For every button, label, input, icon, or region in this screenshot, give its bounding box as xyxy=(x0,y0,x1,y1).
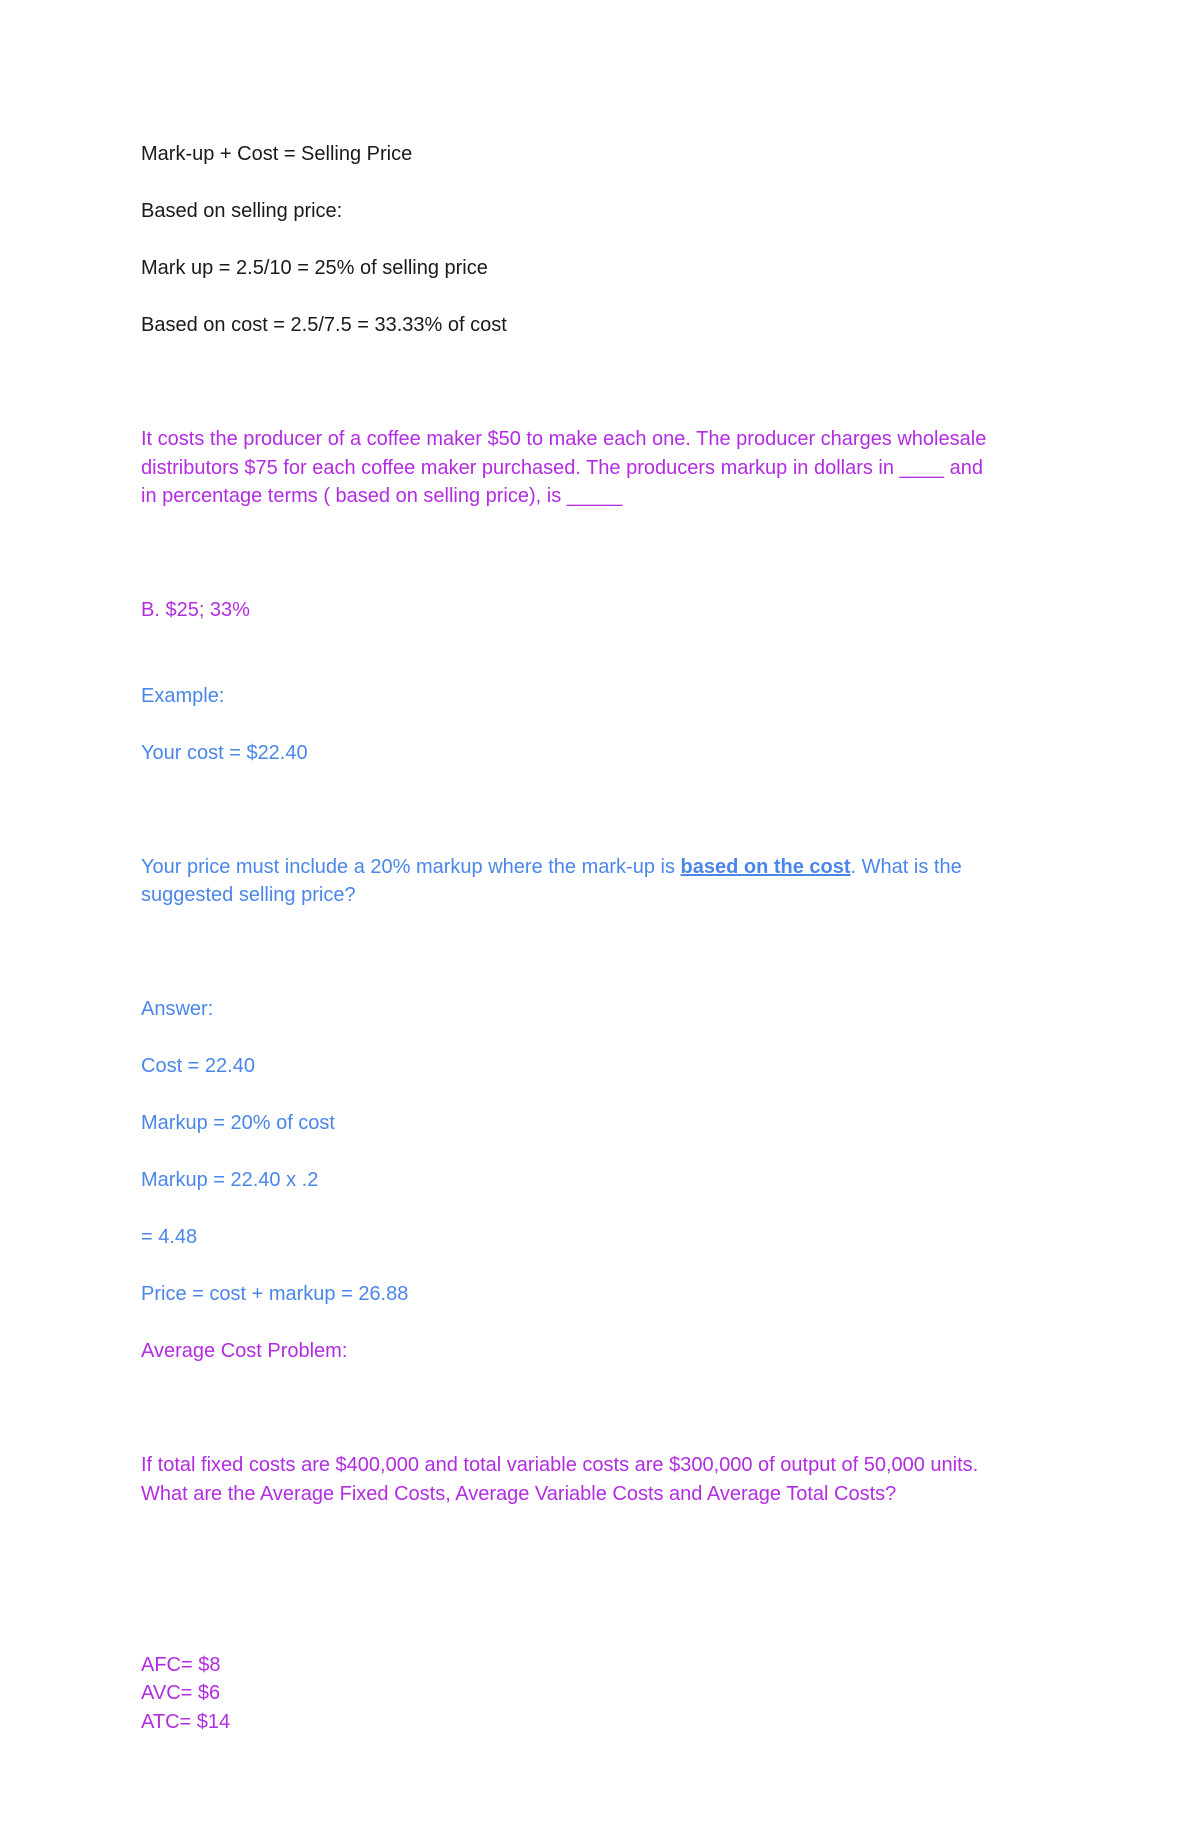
example-cost-line: Your cost = $22.40 xyxy=(141,741,308,764)
answer-heading: Answer: xyxy=(141,998,214,1020)
atc-answer: ATC= $14 xyxy=(141,1710,231,1733)
answer-step: Markup = 22.40 x .2 xyxy=(141,1169,319,1191)
markup-selling-line: Mark up = 2.5/10 = 25% of selling price xyxy=(141,257,488,279)
avc-answer: AVC= $6 xyxy=(141,1682,221,1704)
average-cost-answers xyxy=(141,1594,1071,1794)
answer-step: = 4.48 xyxy=(141,1226,198,1248)
question-line: If total fixed costs are $400,000 and total variable costs are $300,000 of output of 50,000 units. xyxy=(141,1454,979,1476)
example-prompt xyxy=(141,796,1071,967)
question-line: It costs the producer of a coffee maker $50 to make each one. The producer charges wholesale xyxy=(141,428,987,450)
question-line: What are the Average Fixed Costs, Average Variable Costs and Average Total Costs? xyxy=(141,1482,897,1505)
answer-step: Price = cost + markup = 26.88 xyxy=(141,1283,409,1305)
coffee-maker-question xyxy=(141,368,1071,568)
answer-step: Cost = 22.40 xyxy=(141,1055,255,1077)
afc-answer: AFC= $8 xyxy=(141,1653,221,1676)
prompt-text: . What is the xyxy=(850,855,962,878)
blank-line xyxy=(141,653,1071,682)
based-on-cost-line: Based on cost = 2.5/7.5 = 33.33% of cost xyxy=(141,314,507,336)
based-on-selling-heading: Based on selling price: xyxy=(141,200,343,222)
coffee-maker-answer: B. $25; 33% xyxy=(141,599,250,621)
example-prompt-line: suggested selling price? xyxy=(141,884,356,906)
average-cost-heading: Average Cost Problem: xyxy=(141,1340,348,1362)
markup-formula: Mark-up + Cost = Selling Price xyxy=(141,143,413,165)
prompt-emphasis: based on the cost xyxy=(680,855,851,878)
example-prompt-line xyxy=(141,853,1071,882)
example-heading: Example: xyxy=(141,684,225,707)
document-page xyxy=(141,140,1071,1822)
question-line: in percentage terms ( based on selling price), is _____ xyxy=(141,485,623,507)
prompt-text: Your price must include a 20% markup where the mark-up is xyxy=(141,855,681,878)
answer-step: Markup = 20% of cost xyxy=(141,1112,335,1134)
question-line: distributors $75 for each coffee maker purchased. The producers markup in dollars in ____ and xyxy=(141,456,983,479)
average-cost-question xyxy=(141,1394,1071,1565)
